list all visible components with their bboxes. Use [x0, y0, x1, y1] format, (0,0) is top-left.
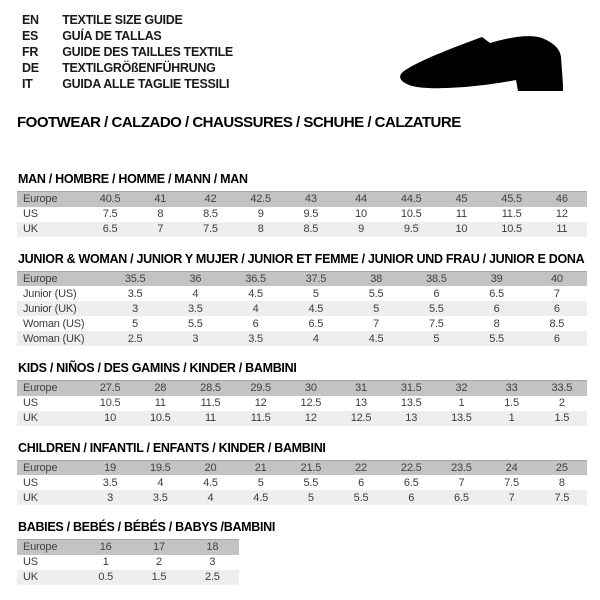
size-value: 4 — [192, 287, 199, 300]
size-value: 9.5 — [403, 223, 419, 235]
size-value: 9.5 — [303, 208, 319, 220]
region-label: Europe — [23, 272, 58, 285]
size-value: 16 — [99, 541, 112, 554]
size-value: 10.5 — [149, 412, 171, 424]
size-section — [17, 361, 587, 426]
size-value: 13.5 — [400, 397, 422, 409]
size-value: 42.5 — [250, 193, 271, 206]
size-value: 5 — [307, 491, 314, 504]
region-label: Europe — [23, 541, 58, 554]
size-row — [17, 555, 239, 570]
region-label: Europe — [23, 382, 58, 395]
size-value: 45.5 — [501, 193, 522, 206]
size-value: 3.5 — [102, 476, 118, 489]
size-value: 7.5 — [429, 317, 444, 330]
size-value: 5.5 — [368, 287, 384, 300]
region-label: UK — [23, 571, 38, 583]
size-value: 23.5 — [451, 461, 472, 474]
language-code: EN — [22, 13, 39, 27]
size-value: 22 — [355, 461, 367, 474]
size-value: 8 — [493, 317, 500, 330]
size-value: 3 — [132, 302, 139, 315]
size-value: 7 — [508, 491, 515, 504]
size-value: 7.5 — [554, 491, 570, 504]
size-value: 4 — [157, 476, 164, 489]
size-value: 11 — [455, 208, 467, 220]
size-value: 11 — [204, 412, 216, 424]
size-value: 19 — [104, 461, 117, 474]
size-value: 8 — [157, 208, 164, 220]
size-value: 4.5 — [368, 332, 384, 345]
size-value: 28.5 — [200, 382, 221, 395]
size-value: 4 — [312, 332, 319, 345]
size-value: 2 — [156, 556, 162, 568]
size-value: 44 — [355, 193, 367, 206]
size-value: 3.5 — [152, 491, 168, 504]
size-value: 31.5 — [400, 382, 422, 395]
size-section — [17, 252, 587, 347]
language-title: TEXTILGRÖßENFÜHRUNG — [62, 61, 216, 75]
size-value: 4.5 — [248, 287, 263, 300]
size-value: 24 — [505, 461, 518, 474]
size-value: 5 — [257, 476, 264, 489]
size-value: 39 — [490, 272, 503, 285]
section-title: BABIES / BEBÉS / BÉBÉS / BABYS /BAMBINI — [18, 520, 276, 534]
size-value: 3.5 — [188, 302, 203, 315]
size-value: 42 — [204, 193, 217, 206]
size-value: 8.5 — [549, 317, 565, 330]
region-label: UK — [23, 491, 38, 504]
size-value: 0.5 — [98, 571, 114, 583]
size-value: 6 — [433, 287, 440, 300]
size-value: 6 — [493, 302, 500, 315]
size-value: 4.5 — [203, 476, 218, 489]
size-value: 8 — [257, 223, 264, 235]
size-value: 28 — [154, 382, 167, 395]
language-row — [22, 12, 587, 28]
region-label: US — [23, 556, 38, 568]
size-value: 21 — [254, 461, 267, 474]
section-title: JUNIOR & WOMAN / JUNIOR Y MUJER / JUNIOR ET FEMME / JUNIOR UND FRAU / JUNIOR E DONA — [18, 251, 585, 266]
language-title: GUIDA ALLE TAGLIE TESSILI — [62, 77, 230, 91]
section-title: KIDS / NIÑOS / DES GAMINS / KINDER / BAMBINI — [18, 361, 297, 375]
size-value: 10.5 — [400, 208, 422, 220]
size-value: 7 — [458, 476, 465, 489]
size-value: 5 — [312, 287, 319, 300]
size-value: 8.5 — [203, 208, 218, 220]
region-label: UK — [23, 223, 38, 235]
size-value: 12 — [254, 397, 267, 409]
size-value: 5.5 — [489, 332, 504, 345]
size-value: 22.5 — [400, 461, 422, 474]
size-value: 17 — [153, 541, 165, 554]
size-value: 20 — [204, 461, 217, 474]
language-title: GUÍA DE TALLAS — [62, 29, 162, 43]
size-value: 40 — [550, 272, 563, 285]
region-label: Woman (US) — [23, 317, 85, 330]
size-value: 7.5 — [203, 223, 218, 235]
size-value: 6.5 — [308, 317, 324, 330]
size-value: 5 — [433, 332, 440, 345]
size-section — [17, 520, 587, 585]
size-row — [17, 396, 587, 411]
size-row — [17, 222, 587, 237]
region-label: US — [23, 397, 38, 409]
size-value: 36 — [189, 272, 202, 285]
size-value: 10.5 — [501, 223, 522, 235]
size-value: 27.5 — [99, 382, 121, 395]
size-table — [17, 539, 239, 585]
language-code: IT — [22, 77, 33, 91]
size-row — [17, 381, 587, 396]
size-row — [17, 301, 587, 316]
size-value: 6.5 — [403, 476, 419, 489]
size-row — [17, 540, 239, 555]
size-value: 6 — [553, 302, 560, 315]
size-value: 2 — [558, 397, 565, 409]
size-value: 6 — [358, 476, 364, 489]
size-value: 41 — [154, 193, 167, 206]
size-value: 3 — [107, 491, 114, 504]
size-row — [17, 286, 587, 301]
size-value: 10 — [455, 223, 468, 235]
size-value: 33.5 — [551, 382, 573, 395]
size-value: 13 — [355, 397, 367, 409]
language-code: DE — [22, 61, 39, 75]
size-value: 6.5 — [454, 491, 469, 504]
size-value: 33 — [505, 382, 518, 395]
size-value: 8.5 — [303, 223, 319, 235]
region-label: Woman (UK) — [23, 332, 85, 345]
size-value: 18 — [206, 541, 219, 554]
size-value: 19.5 — [149, 461, 171, 474]
size-value: 12 — [555, 208, 568, 220]
size-value: 13.5 — [451, 412, 472, 424]
size-row — [17, 316, 587, 331]
size-value: 29.5 — [250, 382, 271, 395]
size-value: 12.5 — [300, 397, 322, 409]
size-value: 4.5 — [308, 302, 324, 315]
size-value: 4 — [207, 491, 214, 504]
size-value: 1 — [102, 556, 109, 568]
section-title: MAN / HOMBRE / HOMME / MANN / MAN — [18, 172, 248, 186]
region-label: US — [23, 476, 38, 489]
size-value: 35.5 — [124, 272, 146, 285]
size-value: 5.5 — [188, 317, 203, 330]
language-title: GUIDE DES TAILLES TEXTILE — [62, 45, 233, 59]
region-label: US — [23, 208, 38, 220]
region-label: UK — [23, 412, 38, 424]
size-row — [17, 207, 587, 222]
size-value: 3.5 — [248, 332, 263, 345]
size-value: 5.5 — [303, 476, 319, 489]
size-value: 13 — [405, 412, 418, 424]
size-value: 5 — [132, 317, 139, 330]
size-row — [17, 490, 587, 505]
size-tables — [17, 172, 587, 585]
shoe-icon — [398, 36, 568, 92]
size-value: 2.5 — [127, 332, 143, 345]
size-value: 21.5 — [300, 461, 322, 474]
size-value: 1.5 — [504, 397, 519, 409]
size-value: 32 — [455, 382, 468, 395]
size-value: 5.5 — [353, 491, 369, 504]
size-row — [17, 192, 587, 207]
size-value: 11 — [154, 397, 166, 409]
language-code: ES — [22, 29, 39, 43]
size-value: 7 — [157, 223, 164, 235]
size-value: 6 — [553, 332, 560, 345]
size-value: 44.5 — [400, 193, 422, 206]
size-value: 40.5 — [99, 193, 121, 206]
size-value: 10 — [104, 412, 117, 424]
size-table — [17, 380, 587, 426]
size-row — [17, 570, 239, 585]
size-value: 25 — [555, 461, 568, 474]
size-value: 12.5 — [350, 412, 372, 424]
size-row — [17, 475, 587, 490]
size-value: 11.5 — [250, 412, 271, 424]
size-value: 7.5 — [504, 476, 519, 489]
size-value: 6.5 — [489, 287, 504, 300]
size-value: 38.5 — [426, 272, 447, 285]
size-value: 7.5 — [102, 208, 118, 220]
size-table — [17, 460, 587, 506]
size-value: 9 — [358, 223, 364, 235]
size-section — [17, 441, 587, 506]
region-label: Junior (US) — [23, 287, 77, 300]
size-value: 3.5 — [127, 287, 143, 300]
size-value: 1.5 — [151, 571, 167, 583]
size-value: 5.5 — [429, 302, 444, 315]
size-value: 10 — [355, 208, 367, 220]
section-title: CHILDREN / INFANTIL / ENFANTS / KINDER / BAMBINI — [18, 440, 326, 455]
size-value: 7 — [553, 287, 560, 300]
size-value: 45 — [455, 193, 468, 206]
size-value: 3 — [209, 556, 216, 568]
size-value: 5 — [373, 302, 380, 315]
region-label: Europe — [23, 193, 58, 206]
size-table — [17, 191, 587, 237]
size-value: 11 — [556, 223, 568, 235]
size-value: 7 — [373, 317, 380, 330]
size-value: 31 — [355, 382, 367, 395]
size-value: 46 — [555, 193, 568, 206]
category-title: FOOTWEAR / CALZADO / CHAUSSURES / SCHUHE / CALZATURE — [17, 114, 461, 131]
size-value: 38 — [370, 272, 383, 285]
size-value: 6 — [252, 317, 259, 330]
size-value: 11.5 — [501, 208, 522, 220]
size-value: 36.5 — [245, 272, 266, 285]
language-title: TEXTILE SIZE GUIDE — [62, 13, 183, 27]
size-row — [17, 411, 587, 426]
size-value: 3 — [192, 332, 199, 345]
size-value: 8 — [558, 476, 565, 489]
size-value: 1 — [458, 397, 465, 409]
size-value: 30 — [304, 382, 317, 395]
size-value: 12 — [304, 412, 317, 424]
size-value: 4.5 — [253, 491, 268, 504]
size-value: 1.5 — [554, 412, 570, 424]
size-section — [17, 172, 587, 237]
language-code: FR — [22, 45, 39, 59]
size-value: 6.5 — [102, 223, 118, 235]
size-value: 4 — [252, 302, 259, 315]
size-table — [17, 271, 587, 347]
size-value: 2.5 — [204, 571, 220, 583]
size-value: 6 — [408, 491, 415, 504]
size-row — [17, 271, 587, 286]
size-row — [17, 331, 587, 346]
size-value: 43 — [304, 193, 317, 206]
region-label: Europe — [23, 461, 58, 474]
size-value: 1 — [508, 412, 515, 424]
size-value: 37.5 — [305, 272, 327, 285]
size-row — [17, 460, 587, 475]
size-value: 9 — [257, 208, 264, 220]
size-value: 11.5 — [200, 397, 221, 409]
size-value: 10.5 — [99, 397, 121, 409]
region-label: Junior (UK) — [23, 302, 77, 315]
